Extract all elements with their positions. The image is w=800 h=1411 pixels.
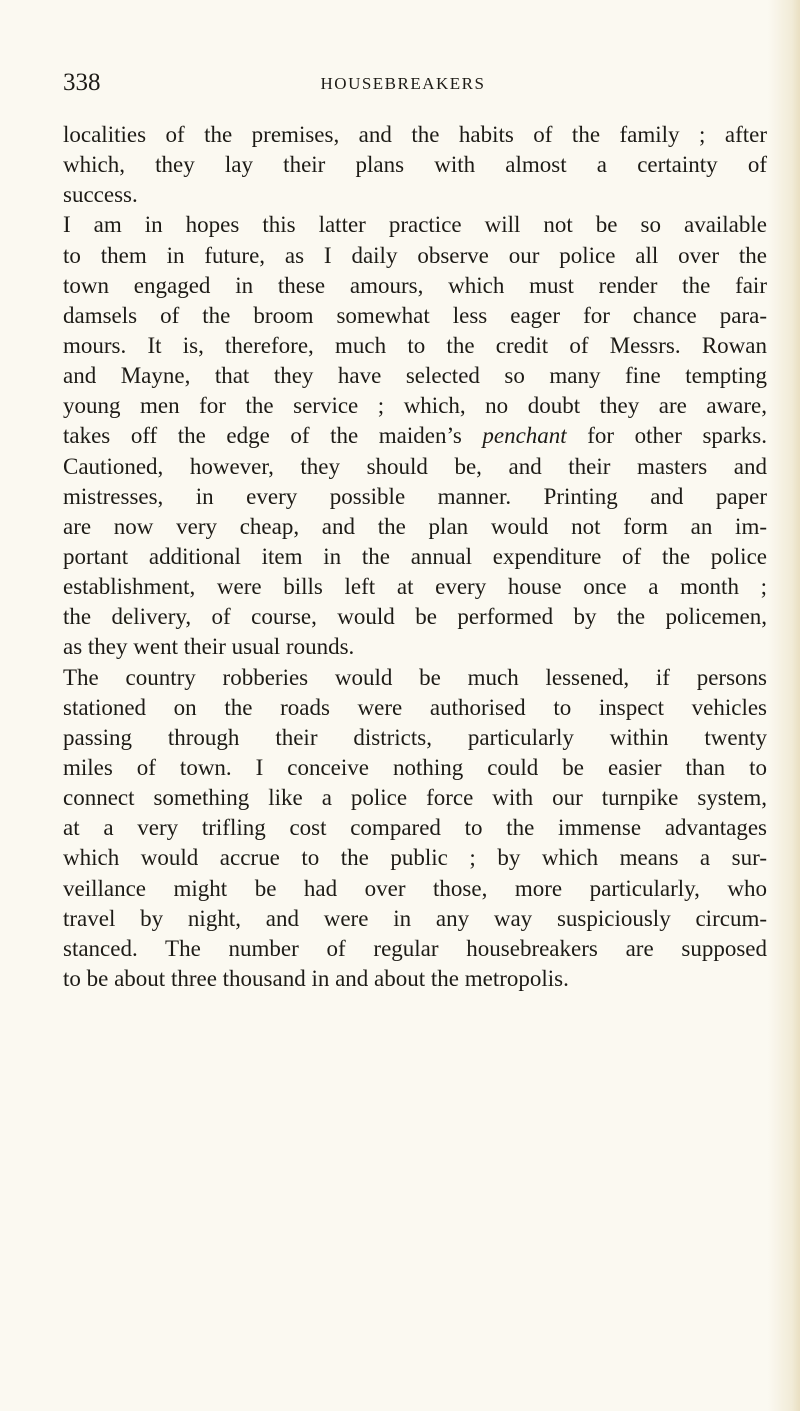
text-segment: I am in hopes this latter practice will not be so available [63,212,767,238]
text-line [63,421,767,451]
page-number: 338 [63,69,101,96]
text-segment: passing through their districts, particularly within twenty [63,724,767,750]
text-segment: portant additional item in the annual expenditure of the police [63,543,767,569]
text-line [63,301,767,331]
text-segment: town engaged in these amours, which must render the fair [63,272,767,298]
running-title: HOUSEBREAKERS [320,74,486,93]
text-line [63,632,767,662]
text-line [63,180,767,210]
text-segment: mours. It is, therefore, much to the credit of Messrs. Rowan [63,332,767,358]
text-segment: the delivery, of course, would be performed by the policemen, [63,604,767,630]
text-segment: stanced. The number of regular housebreakers are supposed [63,935,767,961]
text-line [63,241,767,271]
text-line [63,120,767,150]
text-segment: travel by night, and were in any way suspiciously circum- [63,905,767,931]
text-segment: young men for the service ; which, no doubt they are aware, [63,393,767,419]
text-segment: mistresses, in every possible manner. Printing and paper [63,483,767,509]
text-segment: to them in future, as I daily observe our police all over the [63,242,767,268]
text-segment: Cautioned, however, they should be, and their masters and [63,453,767,479]
page-header [63,68,743,98]
text-segment: which, they lay their plans with almost a certainty of [63,152,767,178]
text-segment: establishment, were bills left at every house once a month ; [63,574,767,600]
text-segment: localities of the premises, and the habits of the family ; after [63,122,767,147]
text-line [63,843,767,873]
text-segment: which would accrue to the public ; by which means a sur- [63,845,767,871]
text-segment: for other sparks. [566,423,767,449]
text-segment: stationed on the roads were authorised to inspect vehicles [63,694,767,720]
text-line [63,452,767,482]
text-line [63,482,767,512]
text-line [63,542,767,572]
text-line [63,723,767,753]
text-line [63,391,767,421]
text-segment: miles of town. I conceive nothing could be easier than to [63,754,767,780]
text-line [63,210,767,240]
text-line [63,150,767,180]
text-line [63,512,767,542]
text-segment: and Mayne, that they have selected so many fine tempting [63,363,767,389]
text-line [63,783,767,813]
text-segment: takes off the edge of the maiden’s [63,423,483,449]
text-line [63,874,767,904]
italic-text: penchant [482,423,567,449]
text-line [63,361,767,391]
text-line [63,934,767,964]
text-line [63,602,767,632]
text-segment: as they went their usual rounds. [63,634,355,660]
text-line [63,572,767,602]
body-text [63,120,767,994]
text-segment: connect something like a police force with our turnpike system, [63,785,767,811]
text-segment: The country robberies would be much lessened, if persons [63,664,767,690]
text-line [63,753,767,783]
text-segment: at a very trifling cost compared to the immense advantages [63,815,767,841]
text-line [63,663,767,693]
text-line [63,271,767,301]
text-segment: veillance might be had over those, more particularly, who [63,875,767,901]
text-line [63,813,767,843]
text-segment: to be about three thousand in and about the metropolis. [63,965,569,991]
text-line [63,904,767,934]
text-segment: damsels of the broom somewhat less eager for chance para- [63,302,767,328]
text-segment: success. [63,182,138,208]
text-line [63,964,767,994]
text-segment: are now very cheap, and the plan would not form an im- [63,513,767,539]
text-line [63,693,767,723]
text-line [63,331,767,361]
